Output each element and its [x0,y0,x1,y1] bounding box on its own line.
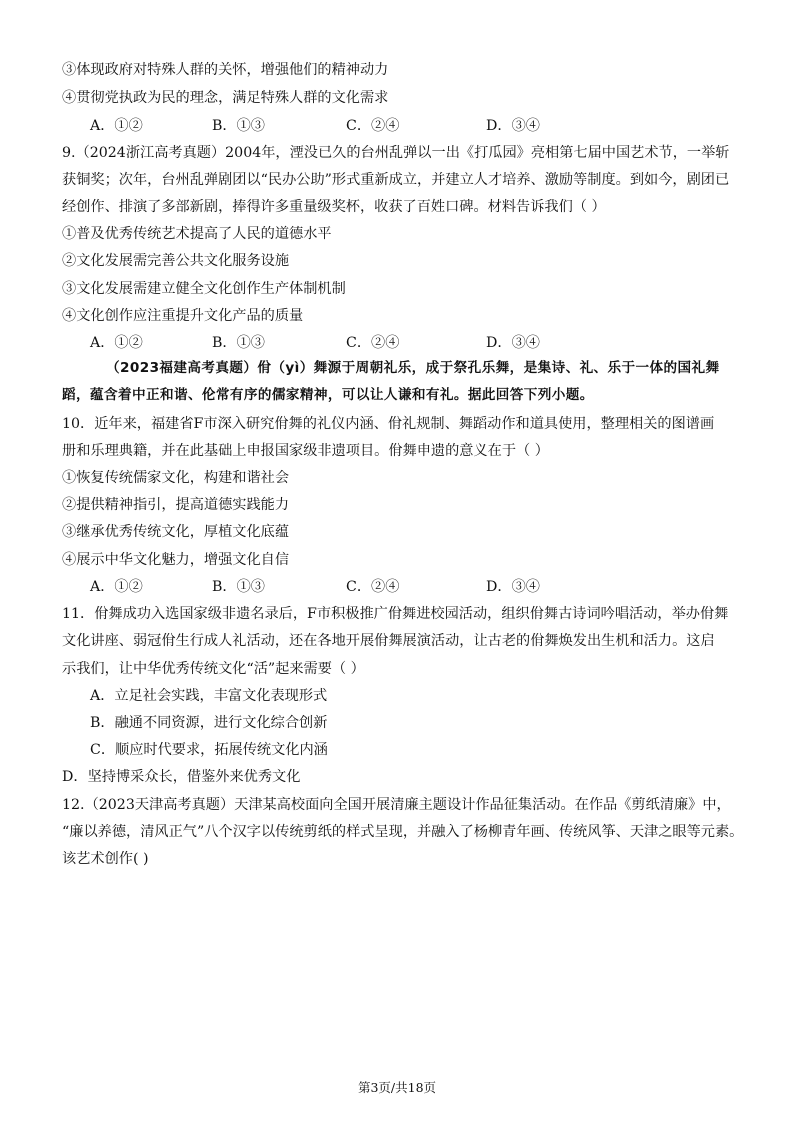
q9-choice-c: C．②④ [346,335,400,351]
q11-option-b: B．融通不同资源，进行文化综合创新 [90,715,328,731]
q9-choice-d: D．③④ [486,335,540,351]
q10-stem-line-1: 10．近年来，福建省F市深入研究佾舞的礼仪内涵、佾礼规制、舞蹈动作和道具使用，整理相关的图谱画 [62,416,715,432]
q8-option-4: ④贯彻党执政为民的理念，满足特殊人群的文化需求 [62,90,389,106]
q10-stem-line-2: 册和乐理典籍，并在此基础上申报国家级非遗项目。佾舞申遗的意义在于（ ） [62,443,549,459]
q9-option-4: ④文化创作应注重提升文化产品的质量 [62,308,304,324]
q8-choice-b: B．①③ [212,118,265,134]
q10-choice-d: D．③④ [486,579,540,595]
q8-choice-d: D．③④ [486,118,540,134]
q11-option-d: D．坚持博采众长，借鉴外来优秀文化 [62,769,301,785]
q9-option-2: ②文化发展需完善公共文化服务设施 [62,253,290,269]
q10-choice-c: C．②④ [346,579,400,595]
passage-block [62,355,738,409]
q10-option-2: ②提供精神指引，提高道德实践能力 [62,497,290,513]
q10-option-4: ④展示中华文化魅力，增强文化自信 [62,552,290,568]
q11-stem-line-1: 11．佾舞成功入选国家级非遗名录后，F市积极推广佾舞进校园活动，组织佾舞古诗词吟唱活动，举办佾舞 [62,606,729,622]
q12-stem-line-2: “廉以养德，清风正气”八个汉字以传统剪纸的样式呈现，并融入了杨柳青年画、传统风筝、天津之眼等元素。 [62,824,744,840]
q11-stem-line-2: 文化讲座、弱冠佾生行成人礼活动，还在各地开展佾舞展演活动，让古老的佾舞焕发出生机和活力。这启 [62,633,715,649]
q10-option-3: ③继承优秀传统文化，厚植文化底蕴 [62,524,290,540]
q11-option-a: A．立足社会实践，丰富文化表现形式 [90,688,328,704]
q9-stem-line-1: 9.（2024浙江高考真题）2004年，湮没已久的台州乱弹以一出《打瓜园》亮相第七届中国艺术节，一举斩 [62,145,730,161]
q8-choice-a: A．①② [90,118,143,134]
q9-choice-b: B．①③ [212,335,265,351]
q9-choice-a: A．①② [90,335,143,351]
q8-option-3: ③体现政府对特殊人群的关怀，增强他们的精神动力 [62,62,389,78]
q10-option-1: ①恢复传统儒家文化，构建和谐社会 [62,470,290,486]
q12-stem-line-1: 12.（2023天津高考真题）天津某高校面向全国开展清廉主题设计作品征集活动。在作品《剪纸清廉》中， [62,797,731,813]
passage-line-1: （2023福建高考真题）佾（yì）舞源于周朝礼乐，成于祭孔乐舞，是集诗、礼、乐于一体的国礼舞 [106,360,720,376]
page-number-footer: 第3页/共18页 [357,1080,437,1095]
q8-choice-c: C．②④ [346,118,400,134]
q9-option-3: ③文化发展需建立健全文化创作生产体制机制 [62,281,346,297]
q10-choice-a: A．①② [90,579,143,595]
q10-choice-b: B．①③ [212,579,265,595]
q11-option-c: C．顺应时代要求，拓展传统文化内涵 [90,742,328,758]
q12-stem-line-3: 该艺术创作( ) [62,851,149,867]
q9-stem-line-3: 经创作、排演了多部新剧，捧得许多重量级奖杯，收获了百姓口碑。材料告诉我们（ ） [62,199,606,215]
q9-option-1: ①普及优秀传统艺术提高了人民的道德水平 [62,226,332,242]
q9-stem-line-2: 获铜奖；次年，台州乱弹剧团以“民办公助”形式重新成立，并建立人才培养、激励等制度。到如今，剧团已 [62,172,730,188]
passage-line-2: 蹈，蕴含着中正和谐、伦常有序的儒家精神，可以让人谦和有礼。据此回答下列小题。 [62,387,594,403]
q11-stem-line-3: 示我们，让中华优秀传统文化“活”起来需要（ ） [62,661,365,677]
